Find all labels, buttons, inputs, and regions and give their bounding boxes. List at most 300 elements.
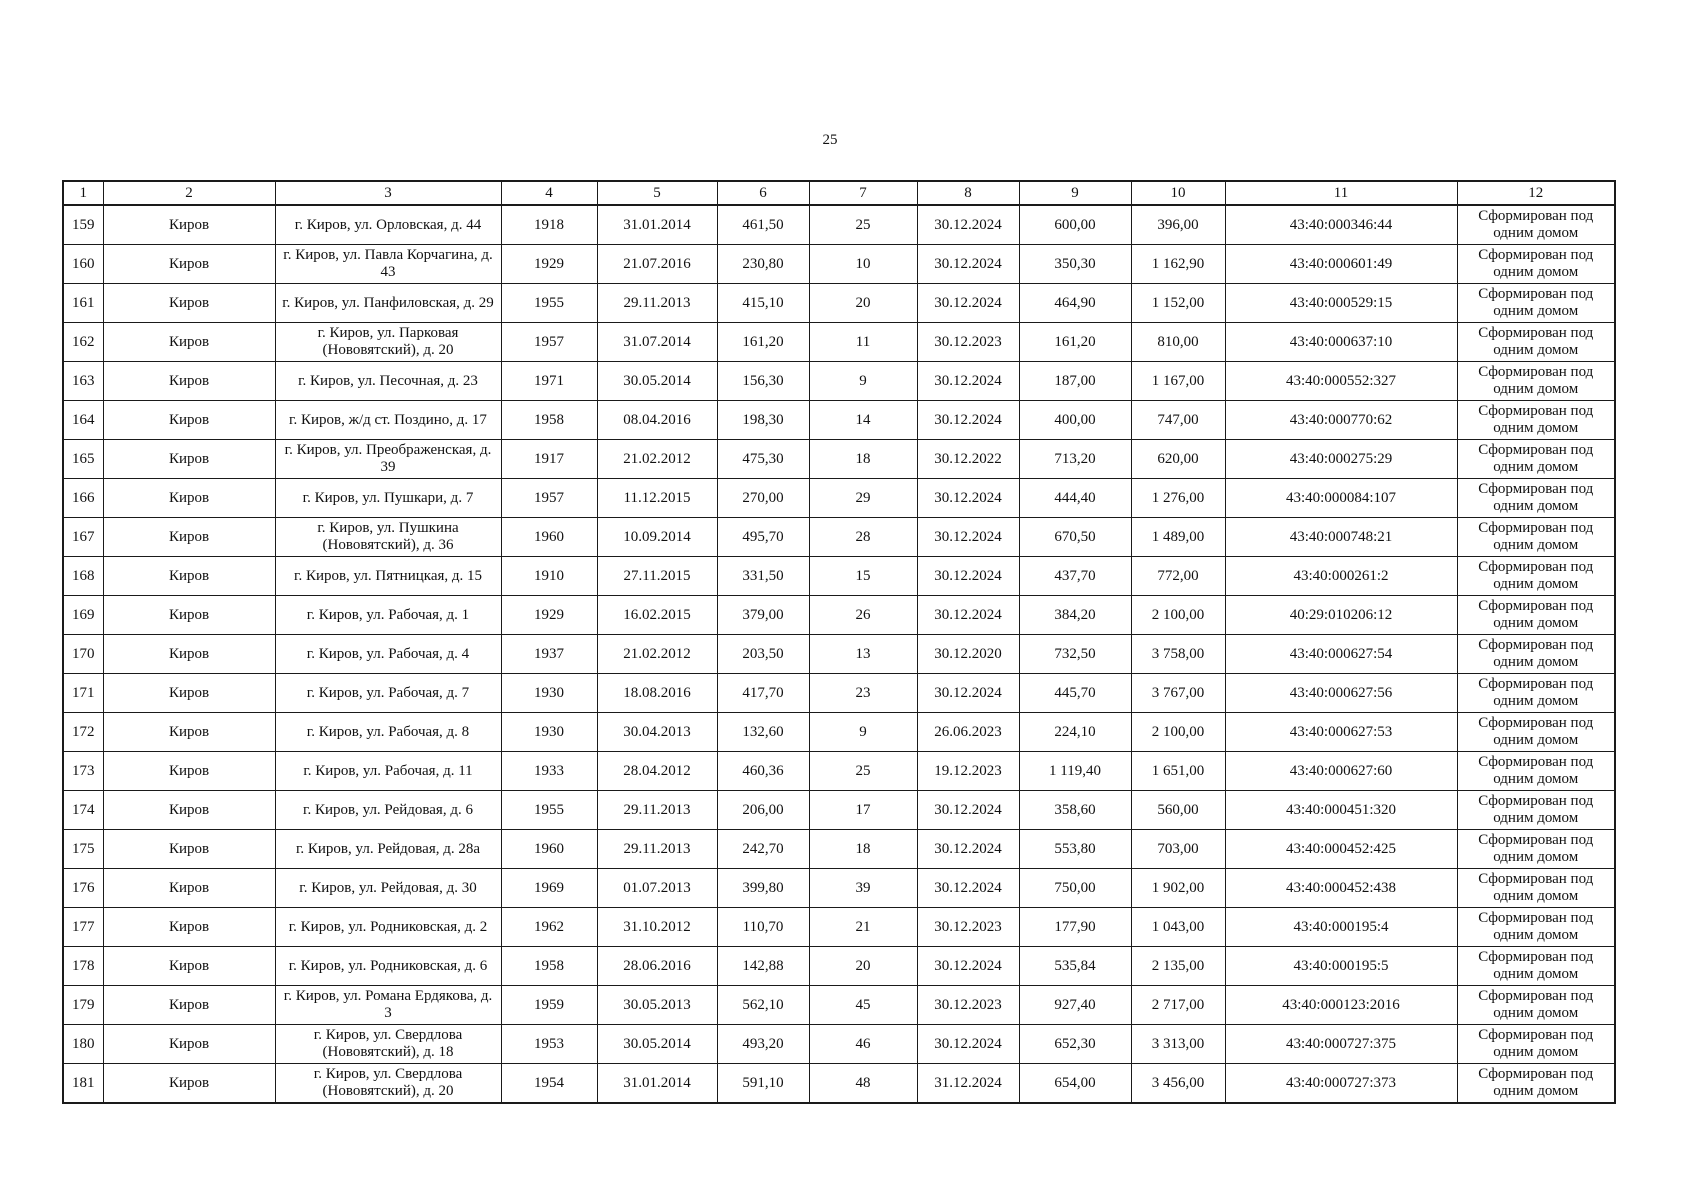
cadastral-number-cell: 43:40:000195:4 — [1225, 908, 1457, 947]
area-cell: 495,70 — [717, 518, 809, 557]
deadline-cell: 26.06.2023 — [917, 713, 1019, 752]
count-cell: 17 — [809, 791, 917, 830]
count-cell: 28 — [809, 518, 917, 557]
year-built-cell: 1960 — [501, 518, 597, 557]
status-cell: Сформирован под одним домом — [1457, 440, 1615, 479]
housing-registry-table — [62, 180, 1616, 1104]
address-cell: г. Киров, ул. Преображенская, д. 39 — [275, 440, 501, 479]
row-number-cell: 175 — [63, 830, 103, 869]
area-cell: 460,36 — [717, 752, 809, 791]
table-row — [63, 986, 1615, 1025]
year-built-cell: 1929 — [501, 245, 597, 284]
date-cell: 11.12.2015 — [597, 479, 717, 518]
deadline-cell: 30.12.2024 — [917, 830, 1019, 869]
count-cell: 25 — [809, 205, 917, 245]
row-number-cell: 164 — [63, 401, 103, 440]
year-built-cell: 1930 — [501, 674, 597, 713]
land-area-cell: 1 152,00 — [1131, 284, 1225, 323]
area-cell: 132,60 — [717, 713, 809, 752]
row-number-cell: 167 — [63, 518, 103, 557]
value-cell: 927,40 — [1019, 986, 1131, 1025]
address-cell: г. Киров, ул. Рабочая, д. 1 — [275, 596, 501, 635]
year-built-cell: 1960 — [501, 830, 597, 869]
cadastral-number-cell: 43:40:000195:5 — [1225, 947, 1457, 986]
row-number-cell: 176 — [63, 869, 103, 908]
settlement-cell: Киров — [103, 557, 275, 596]
row-number-cell: 160 — [63, 245, 103, 284]
count-cell: 25 — [809, 752, 917, 791]
date-cell: 27.11.2015 — [597, 557, 717, 596]
deadline-cell: 30.12.2024 — [917, 1025, 1019, 1064]
deadline-cell: 30.12.2024 — [917, 245, 1019, 284]
value-cell: 400,00 — [1019, 401, 1131, 440]
address-cell: г. Киров, ул. Пушкари, д. 7 — [275, 479, 501, 518]
cadastral-number-cell: 43:40:000601:49 — [1225, 245, 1457, 284]
settlement-cell: Киров — [103, 947, 275, 986]
settlement-cell: Киров — [103, 596, 275, 635]
status-cell: Сформирован под одним домом — [1457, 986, 1615, 1025]
date-cell: 01.07.2013 — [597, 869, 717, 908]
value-cell: 445,70 — [1019, 674, 1131, 713]
status-cell: Сформирован под одним домом — [1457, 401, 1615, 440]
value-cell: 224,10 — [1019, 713, 1131, 752]
year-built-cell: 1918 — [501, 205, 597, 245]
date-cell: 21.02.2012 — [597, 440, 717, 479]
year-built-cell: 1917 — [501, 440, 597, 479]
value-cell: 464,90 — [1019, 284, 1131, 323]
address-cell: г. Киров, ул. Родниковская, д. 2 — [275, 908, 501, 947]
address-cell: г. Киров, ул. Рейдовая, д. 30 — [275, 869, 501, 908]
land-area-cell: 703,00 — [1131, 830, 1225, 869]
area-cell: 203,50 — [717, 635, 809, 674]
deadline-cell: 30.12.2024 — [917, 205, 1019, 245]
column-header: 7 — [809, 181, 917, 205]
area-cell: 331,50 — [717, 557, 809, 596]
count-cell: 15 — [809, 557, 917, 596]
cadastral-number-cell: 43:40:000552:327 — [1225, 362, 1457, 401]
date-cell: 31.10.2012 — [597, 908, 717, 947]
settlement-cell: Киров — [103, 1025, 275, 1064]
row-number-cell: 161 — [63, 284, 103, 323]
cadastral-number-cell: 43:40:000637:10 — [1225, 323, 1457, 362]
land-area-cell: 1 167,00 — [1131, 362, 1225, 401]
date-cell: 29.11.2013 — [597, 284, 717, 323]
deadline-cell: 30.12.2024 — [917, 518, 1019, 557]
settlement-cell: Киров — [103, 1064, 275, 1104]
land-area-cell: 560,00 — [1131, 791, 1225, 830]
cadastral-number-cell: 43:40:000452:425 — [1225, 830, 1457, 869]
area-cell: 198,30 — [717, 401, 809, 440]
deadline-cell: 30.12.2024 — [917, 401, 1019, 440]
value-cell: 670,50 — [1019, 518, 1131, 557]
settlement-cell: Киров — [103, 674, 275, 713]
value-cell: 732,50 — [1019, 635, 1131, 674]
date-cell: 08.04.2016 — [597, 401, 717, 440]
count-cell: 20 — [809, 284, 917, 323]
cadastral-number-cell: 43:40:000452:438 — [1225, 869, 1457, 908]
header-row — [63, 181, 1615, 205]
address-cell: г. Киров, ул. Рабочая, д. 7 — [275, 674, 501, 713]
deadline-cell: 30.12.2024 — [917, 596, 1019, 635]
cadastral-number-cell: 43:40:000275:29 — [1225, 440, 1457, 479]
area-cell: 591,10 — [717, 1064, 809, 1104]
area-cell: 161,20 — [717, 323, 809, 362]
row-number-cell: 162 — [63, 323, 103, 362]
address-cell: г. Киров, ул. Панфиловская, д. 29 — [275, 284, 501, 323]
page-number: 25 — [822, 132, 838, 148]
status-cell: Сформирован под одним домом — [1457, 713, 1615, 752]
date-cell: 29.11.2013 — [597, 830, 717, 869]
count-cell: 26 — [809, 596, 917, 635]
status-cell: Сформирован под одним домом — [1457, 596, 1615, 635]
deadline-cell: 30.12.2023 — [917, 323, 1019, 362]
land-area-cell: 1 162,90 — [1131, 245, 1225, 284]
address-cell: г. Киров, ул. Рабочая, д. 8 — [275, 713, 501, 752]
column-header: 3 — [275, 181, 501, 205]
area-cell: 562,10 — [717, 986, 809, 1025]
status-cell: Сформирован под одним домом — [1457, 245, 1615, 284]
deadline-cell: 30.12.2024 — [917, 674, 1019, 713]
value-cell: 358,60 — [1019, 791, 1131, 830]
year-built-cell: 1953 — [501, 1025, 597, 1064]
value-cell: 1 119,40 — [1019, 752, 1131, 791]
row-number-cell: 173 — [63, 752, 103, 791]
deadline-cell: 30.12.2024 — [917, 947, 1019, 986]
area-cell: 142,88 — [717, 947, 809, 986]
value-cell: 713,20 — [1019, 440, 1131, 479]
table-row — [63, 557, 1615, 596]
column-header: 4 — [501, 181, 597, 205]
area-cell: 110,70 — [717, 908, 809, 947]
row-number-cell: 171 — [63, 674, 103, 713]
date-cell: 21.02.2012 — [597, 635, 717, 674]
table-body — [63, 205, 1615, 1103]
row-number-cell: 181 — [63, 1064, 103, 1104]
area-cell: 493,20 — [717, 1025, 809, 1064]
status-cell: Сформирован под одним домом — [1457, 752, 1615, 791]
status-cell: Сформирован под одним домом — [1457, 947, 1615, 986]
year-built-cell: 1957 — [501, 479, 597, 518]
value-cell: 161,20 — [1019, 323, 1131, 362]
count-cell: 20 — [809, 947, 917, 986]
date-cell: 21.07.2016 — [597, 245, 717, 284]
date-cell: 31.07.2014 — [597, 323, 717, 362]
area-cell: 417,70 — [717, 674, 809, 713]
status-cell: Сформирован под одним домом — [1457, 908, 1615, 947]
value-cell: 437,70 — [1019, 557, 1131, 596]
count-cell: 9 — [809, 713, 917, 752]
land-area-cell: 1 902,00 — [1131, 869, 1225, 908]
area-cell: 242,70 — [717, 830, 809, 869]
table-row — [63, 635, 1615, 674]
land-area-cell: 3 767,00 — [1131, 674, 1225, 713]
status-cell: Сформирован под одним домом — [1457, 557, 1615, 596]
count-cell: 18 — [809, 440, 917, 479]
year-built-cell: 1958 — [501, 401, 597, 440]
year-built-cell: 1958 — [501, 947, 597, 986]
settlement-cell: Киров — [103, 908, 275, 947]
count-cell: 45 — [809, 986, 917, 1025]
table-row — [63, 713, 1615, 752]
status-cell: Сформирован под одним домом — [1457, 479, 1615, 518]
row-number-cell: 159 — [63, 205, 103, 245]
date-cell: 30.05.2013 — [597, 986, 717, 1025]
row-number-cell: 172 — [63, 713, 103, 752]
land-area-cell: 1 489,00 — [1131, 518, 1225, 557]
address-cell: г. Киров, ул. Свердлова (Нововятский), д. 18 — [275, 1025, 501, 1064]
table-row — [63, 518, 1615, 557]
count-cell: 29 — [809, 479, 917, 518]
status-cell: Сформирован под одним домом — [1457, 791, 1615, 830]
table-row — [63, 479, 1615, 518]
settlement-cell: Киров — [103, 635, 275, 674]
land-area-cell: 3 313,00 — [1131, 1025, 1225, 1064]
status-cell: Сформирован под одним домом — [1457, 869, 1615, 908]
status-cell: Сформирован под одним домом — [1457, 674, 1615, 713]
table-row — [63, 596, 1615, 635]
land-area-cell: 2 100,00 — [1131, 713, 1225, 752]
value-cell: 535,84 — [1019, 947, 1131, 986]
settlement-cell: Киров — [103, 752, 275, 791]
area-cell: 379,00 — [717, 596, 809, 635]
year-built-cell: 1929 — [501, 596, 597, 635]
cadastral-number-cell: 43:40:000727:375 — [1225, 1025, 1457, 1064]
land-area-cell: 2 135,00 — [1131, 947, 1225, 986]
year-built-cell: 1962 — [501, 908, 597, 947]
year-built-cell: 1971 — [501, 362, 597, 401]
land-area-cell: 3 758,00 — [1131, 635, 1225, 674]
cadastral-number-cell: 43:40:000123:2016 — [1225, 986, 1457, 1025]
land-area-cell: 2 717,00 — [1131, 986, 1225, 1025]
address-cell: г. Киров, ул. Свердлова (Нововятский), д. 20 — [275, 1064, 501, 1104]
land-area-cell: 620,00 — [1131, 440, 1225, 479]
status-cell: Сформирован под одним домом — [1457, 284, 1615, 323]
table-row — [63, 674, 1615, 713]
row-number-cell: 179 — [63, 986, 103, 1025]
column-header: 6 — [717, 181, 809, 205]
count-cell: 9 — [809, 362, 917, 401]
value-cell: 187,00 — [1019, 362, 1131, 401]
status-cell: Сформирован под одним домом — [1457, 635, 1615, 674]
count-cell: 39 — [809, 869, 917, 908]
table-row — [63, 323, 1615, 362]
row-number-cell: 163 — [63, 362, 103, 401]
row-number-cell: 165 — [63, 440, 103, 479]
count-cell: 10 — [809, 245, 917, 284]
deadline-cell: 19.12.2023 — [917, 752, 1019, 791]
count-cell: 46 — [809, 1025, 917, 1064]
cadastral-number-cell: 40:29:010206:12 — [1225, 596, 1457, 635]
table-row — [63, 1025, 1615, 1064]
land-area-cell: 1 651,00 — [1131, 752, 1225, 791]
address-cell: г. Киров, ул. Орловская, д. 44 — [275, 205, 501, 245]
date-cell: 30.05.2014 — [597, 1025, 717, 1064]
date-cell: 28.06.2016 — [597, 947, 717, 986]
deadline-cell: 30.12.2022 — [917, 440, 1019, 479]
area-cell: 206,00 — [717, 791, 809, 830]
address-cell: г. Киров, ул. Рабочая, д. 11 — [275, 752, 501, 791]
value-cell: 750,00 — [1019, 869, 1131, 908]
table-row — [63, 401, 1615, 440]
year-built-cell: 1959 — [501, 986, 597, 1025]
address-cell: г. Киров, ул. Родниковская, д. 6 — [275, 947, 501, 986]
value-cell: 177,90 — [1019, 908, 1131, 947]
table-row — [63, 205, 1615, 245]
date-cell: 18.08.2016 — [597, 674, 717, 713]
count-cell: 13 — [809, 635, 917, 674]
year-built-cell: 1955 — [501, 284, 597, 323]
count-cell: 21 — [809, 908, 917, 947]
date-cell: 10.09.2014 — [597, 518, 717, 557]
year-built-cell: 1957 — [501, 323, 597, 362]
column-header: 9 — [1019, 181, 1131, 205]
deadline-cell: 30.12.2023 — [917, 986, 1019, 1025]
table-row — [63, 1064, 1615, 1104]
table-row — [63, 947, 1615, 986]
address-cell: г. Киров, ул. Павла Корчагина, д. 43 — [275, 245, 501, 284]
cadastral-number-cell: 43:40:000627:60 — [1225, 752, 1457, 791]
cadastral-number-cell: 43:40:000451:320 — [1225, 791, 1457, 830]
status-cell: Сформирован под одним домом — [1457, 323, 1615, 362]
year-built-cell: 1969 — [501, 869, 597, 908]
count-cell: 11 — [809, 323, 917, 362]
date-cell: 30.05.2014 — [597, 362, 717, 401]
table-row — [63, 869, 1615, 908]
settlement-cell: Киров — [103, 205, 275, 245]
deadline-cell: 30.12.2024 — [917, 284, 1019, 323]
table-header — [63, 181, 1615, 205]
date-cell: 31.01.2014 — [597, 1064, 717, 1104]
settlement-cell: Киров — [103, 401, 275, 440]
settlement-cell: Киров — [103, 518, 275, 557]
address-cell: г. Киров, ж/д ст. Поздино, д. 17 — [275, 401, 501, 440]
row-number-cell: 177 — [63, 908, 103, 947]
value-cell: 652,30 — [1019, 1025, 1131, 1064]
cadastral-number-cell: 43:40:000727:373 — [1225, 1064, 1457, 1104]
address-cell: г. Киров, ул. Пятницкая, д. 15 — [275, 557, 501, 596]
column-header: 10 — [1131, 181, 1225, 205]
value-cell: 384,20 — [1019, 596, 1131, 635]
count-cell: 14 — [809, 401, 917, 440]
column-header: 2 — [103, 181, 275, 205]
settlement-cell: Киров — [103, 479, 275, 518]
settlement-cell: Киров — [103, 440, 275, 479]
address-cell: г. Киров, ул. Романа Ердякова, д. 3 — [275, 986, 501, 1025]
column-header: 8 — [917, 181, 1019, 205]
status-cell: Сформирован под одним домом — [1457, 830, 1615, 869]
area-cell: 461,50 — [717, 205, 809, 245]
settlement-cell: Киров — [103, 713, 275, 752]
cadastral-number-cell: 43:40:000627:56 — [1225, 674, 1457, 713]
year-built-cell: 1954 — [501, 1064, 597, 1104]
count-cell: 18 — [809, 830, 917, 869]
deadline-cell: 30.12.2020 — [917, 635, 1019, 674]
status-cell: Сформирован под одним домом — [1457, 205, 1615, 245]
cadastral-number-cell: 43:40:000627:53 — [1225, 713, 1457, 752]
area-cell: 230,80 — [717, 245, 809, 284]
row-number-cell: 180 — [63, 1025, 103, 1064]
count-cell: 23 — [809, 674, 917, 713]
area-cell: 475,30 — [717, 440, 809, 479]
deadline-cell: 30.12.2023 — [917, 908, 1019, 947]
deadline-cell: 30.12.2024 — [917, 362, 1019, 401]
table-row — [63, 284, 1615, 323]
table-row — [63, 752, 1615, 791]
address-cell: г. Киров, ул. Парковая (Нововятский), д. 20 — [275, 323, 501, 362]
value-cell: 654,00 — [1019, 1064, 1131, 1104]
table-row — [63, 245, 1615, 284]
date-cell: 28.04.2012 — [597, 752, 717, 791]
area-cell: 415,10 — [717, 284, 809, 323]
settlement-cell: Киров — [103, 791, 275, 830]
settlement-cell: Киров — [103, 830, 275, 869]
land-area-cell: 396,00 — [1131, 205, 1225, 245]
year-built-cell: 1955 — [501, 791, 597, 830]
cadastral-number-cell: 43:40:000084:107 — [1225, 479, 1457, 518]
status-cell: Сформирован под одним домом — [1457, 1025, 1615, 1064]
settlement-cell: Киров — [103, 869, 275, 908]
settlement-cell: Киров — [103, 362, 275, 401]
address-cell: г. Киров, ул. Пушкина (Нововятский), д. 36 — [275, 518, 501, 557]
deadline-cell: 30.12.2024 — [917, 869, 1019, 908]
deadline-cell: 31.12.2024 — [917, 1064, 1019, 1104]
table-row — [63, 362, 1615, 401]
address-cell: г. Киров, ул. Рейдовая, д. 28а — [275, 830, 501, 869]
land-area-cell: 810,00 — [1131, 323, 1225, 362]
table-row — [63, 791, 1615, 830]
address-cell: г. Киров, ул. Рабочая, д. 4 — [275, 635, 501, 674]
land-area-cell: 1 276,00 — [1131, 479, 1225, 518]
area-cell: 270,00 — [717, 479, 809, 518]
row-number-cell: 174 — [63, 791, 103, 830]
deadline-cell: 30.12.2024 — [917, 791, 1019, 830]
table-row — [63, 830, 1615, 869]
settlement-cell: Киров — [103, 284, 275, 323]
status-cell: Сформирован под одним домом — [1457, 518, 1615, 557]
row-number-cell: 178 — [63, 947, 103, 986]
value-cell: 444,40 — [1019, 479, 1131, 518]
year-built-cell: 1930 — [501, 713, 597, 752]
column-header: 1 — [63, 181, 103, 205]
date-cell: 31.01.2014 — [597, 205, 717, 245]
status-cell: Сформирован под одним домом — [1457, 1064, 1615, 1104]
count-cell: 48 — [809, 1064, 917, 1104]
table-row — [63, 908, 1615, 947]
cadastral-number-cell: 43:40:000627:54 — [1225, 635, 1457, 674]
area-cell: 399,80 — [717, 869, 809, 908]
area-cell: 156,30 — [717, 362, 809, 401]
value-cell: 350,30 — [1019, 245, 1131, 284]
year-built-cell: 1937 — [501, 635, 597, 674]
row-number-cell: 168 — [63, 557, 103, 596]
cadastral-number-cell: 43:40:000770:62 — [1225, 401, 1457, 440]
cadastral-number-cell: 43:40:000748:21 — [1225, 518, 1457, 557]
address-cell: г. Киров, ул. Песочная, д. 23 — [275, 362, 501, 401]
date-cell: 29.11.2013 — [597, 791, 717, 830]
cadastral-number-cell: 43:40:000346:44 — [1225, 205, 1457, 245]
land-area-cell: 2 100,00 — [1131, 596, 1225, 635]
value-cell: 600,00 — [1019, 205, 1131, 245]
cadastral-number-cell: 43:40:000529:15 — [1225, 284, 1457, 323]
value-cell: 553,80 — [1019, 830, 1131, 869]
cadastral-number-cell: 43:40:000261:2 — [1225, 557, 1457, 596]
year-built-cell: 1910 — [501, 557, 597, 596]
date-cell: 16.02.2015 — [597, 596, 717, 635]
deadline-cell: 30.12.2024 — [917, 479, 1019, 518]
settlement-cell: Киров — [103, 323, 275, 362]
row-number-cell: 166 — [63, 479, 103, 518]
land-area-cell: 772,00 — [1131, 557, 1225, 596]
